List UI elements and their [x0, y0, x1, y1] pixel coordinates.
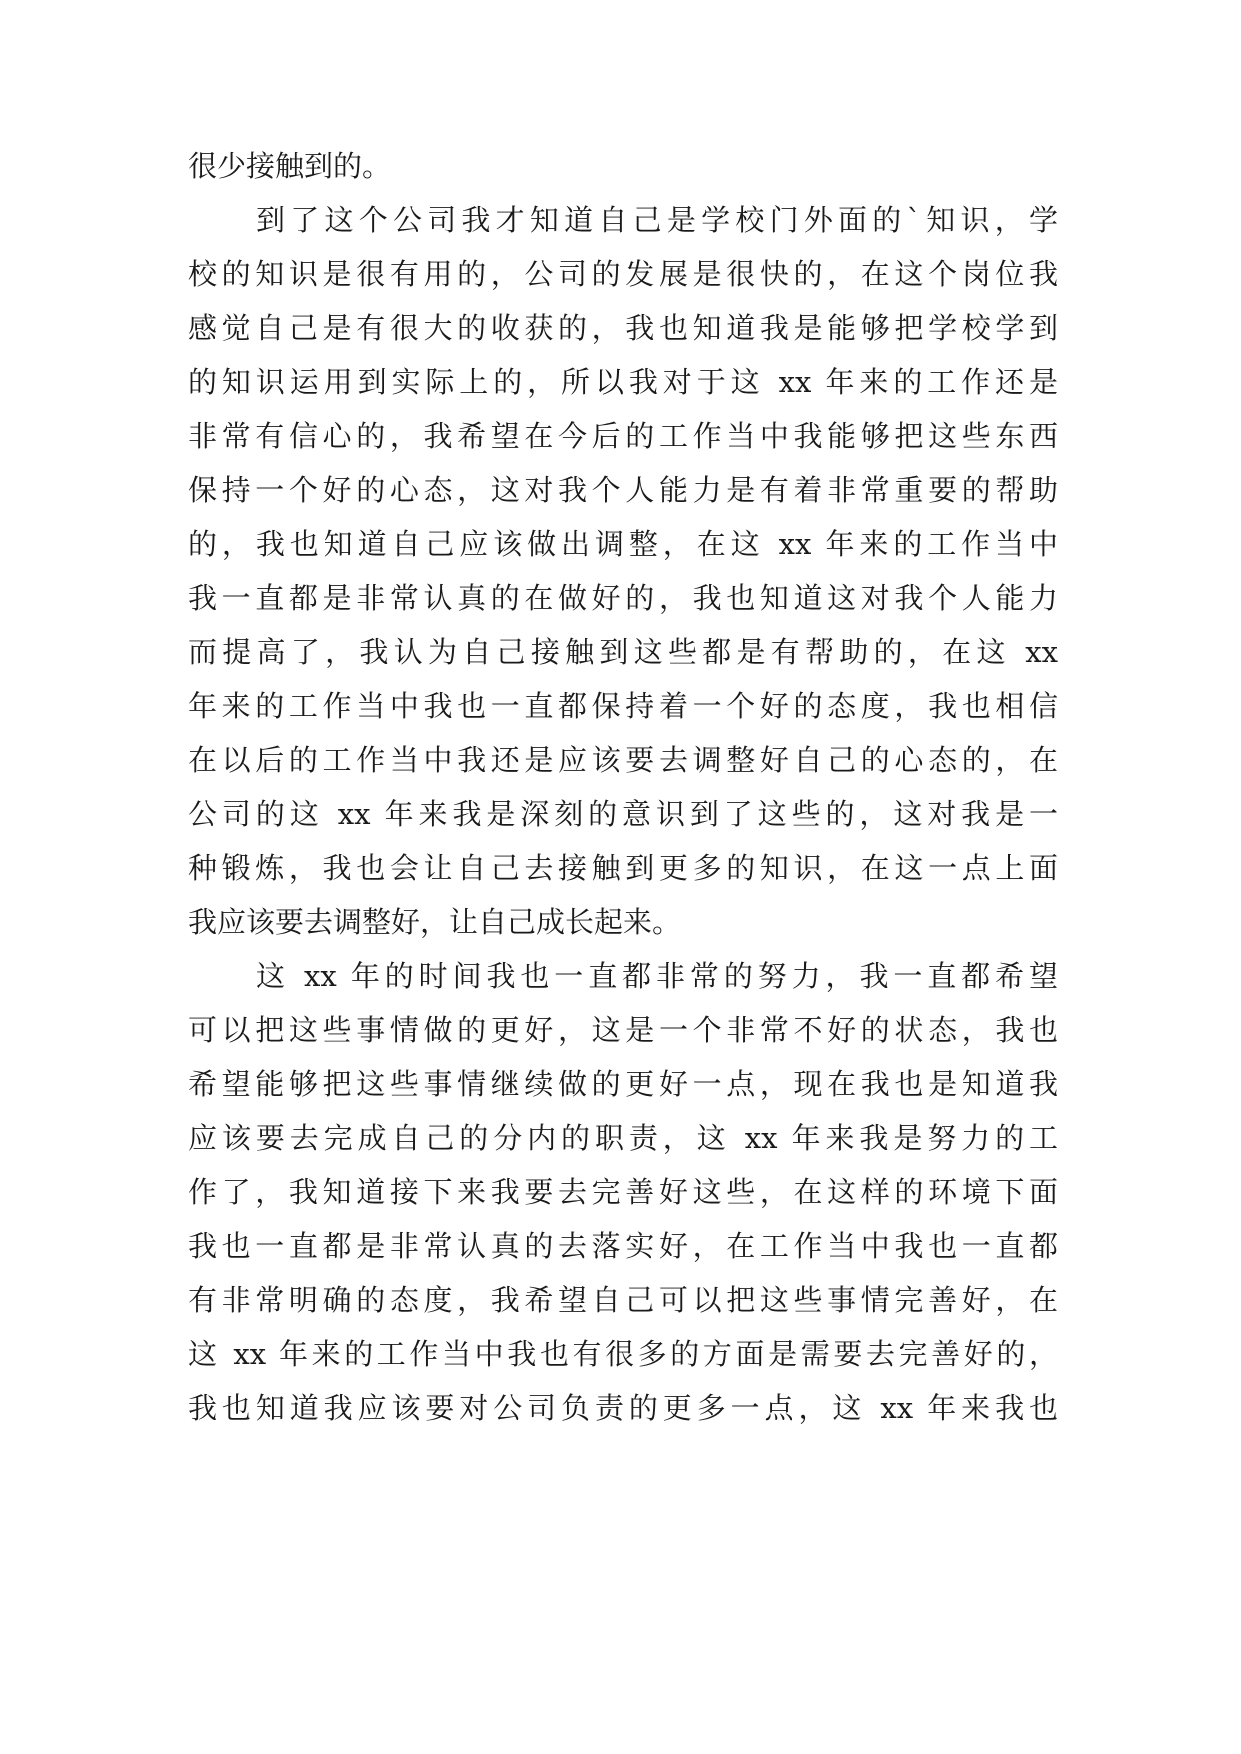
text-line: 非常有信心的，我希望在今后的工作当中我能够把这些东西: [188, 419, 1058, 453]
text-line: 感觉自己是有很大的收获的，我也知道我是能够把学校学到: [188, 311, 1058, 345]
text-line: 作了，我知道接下来我要去完善好这些，在这样的环境下面: [188, 1175, 1058, 1209]
paragraph-first-line: 到了这个公司我才知道自己是学校门外面的`知识，学: [256, 203, 1058, 237]
text-line: 而提高了，我认为自己接触到这些都是有帮助的，在这 xx: [188, 635, 1058, 669]
text-line: 在以后的工作当中我还是应该要去调整好自己的心态的，在: [188, 743, 1058, 777]
text-line: 的，我也知道自己应该做出调整，在这 xx 年来的工作当中: [188, 527, 1058, 561]
paragraph-first-line: 这 xx 年的时间我也一直都非常的努力，我一直都希望: [256, 959, 1058, 993]
text-line: 公司的这 xx 年来我是深刻的意识到了这些的，这对我是一: [188, 797, 1058, 831]
text-line: 我一直都是非常认真的在做好的，我也知道这对我个人能力: [188, 581, 1058, 615]
text-line: 种锻炼，我也会让自己去接触到更多的知识，在这一点上面: [188, 851, 1058, 885]
text-line: 可以把这些事情做的更好，这是一个非常不好的状态，我也: [188, 1013, 1058, 1047]
text-line: 我也一直都是非常认真的去落实好，在工作当中我也一直都: [188, 1229, 1058, 1263]
text-line: 我应该要去调整好，让自己成长起来。: [188, 905, 682, 939]
text-line: 年来的工作当中我也一直都保持着一个好的态度，我也相信: [188, 689, 1058, 723]
text-line: 我也知道我应该要对公司负责的更多一点，这 xx 年来我也: [188, 1391, 1058, 1425]
text-line: 应该要去完成自己的分内的职责，这 xx 年来我是努力的工: [188, 1121, 1058, 1155]
text-line: 希望能够把这些事情继续做的更好一点，现在我也是知道我: [188, 1067, 1058, 1101]
text-line: 有非常明确的态度，我希望自己可以把这些事情完善好，在: [188, 1283, 1058, 1317]
text-line: 很少接触到的。: [188, 149, 392, 183]
text-line: 的知识运用到实际上的，所以我对于这 xx 年来的工作还是: [188, 365, 1058, 399]
text-line: 校的知识是很有用的，公司的发展是很快的，在这个岗位我: [188, 257, 1058, 291]
text-line: 这 xx 年来的工作当中我也有很多的方面是需要去完善好的，: [188, 1337, 1058, 1371]
text-line: 保持一个好的心态，这对我个人能力是有着非常重要的帮助: [188, 473, 1058, 507]
